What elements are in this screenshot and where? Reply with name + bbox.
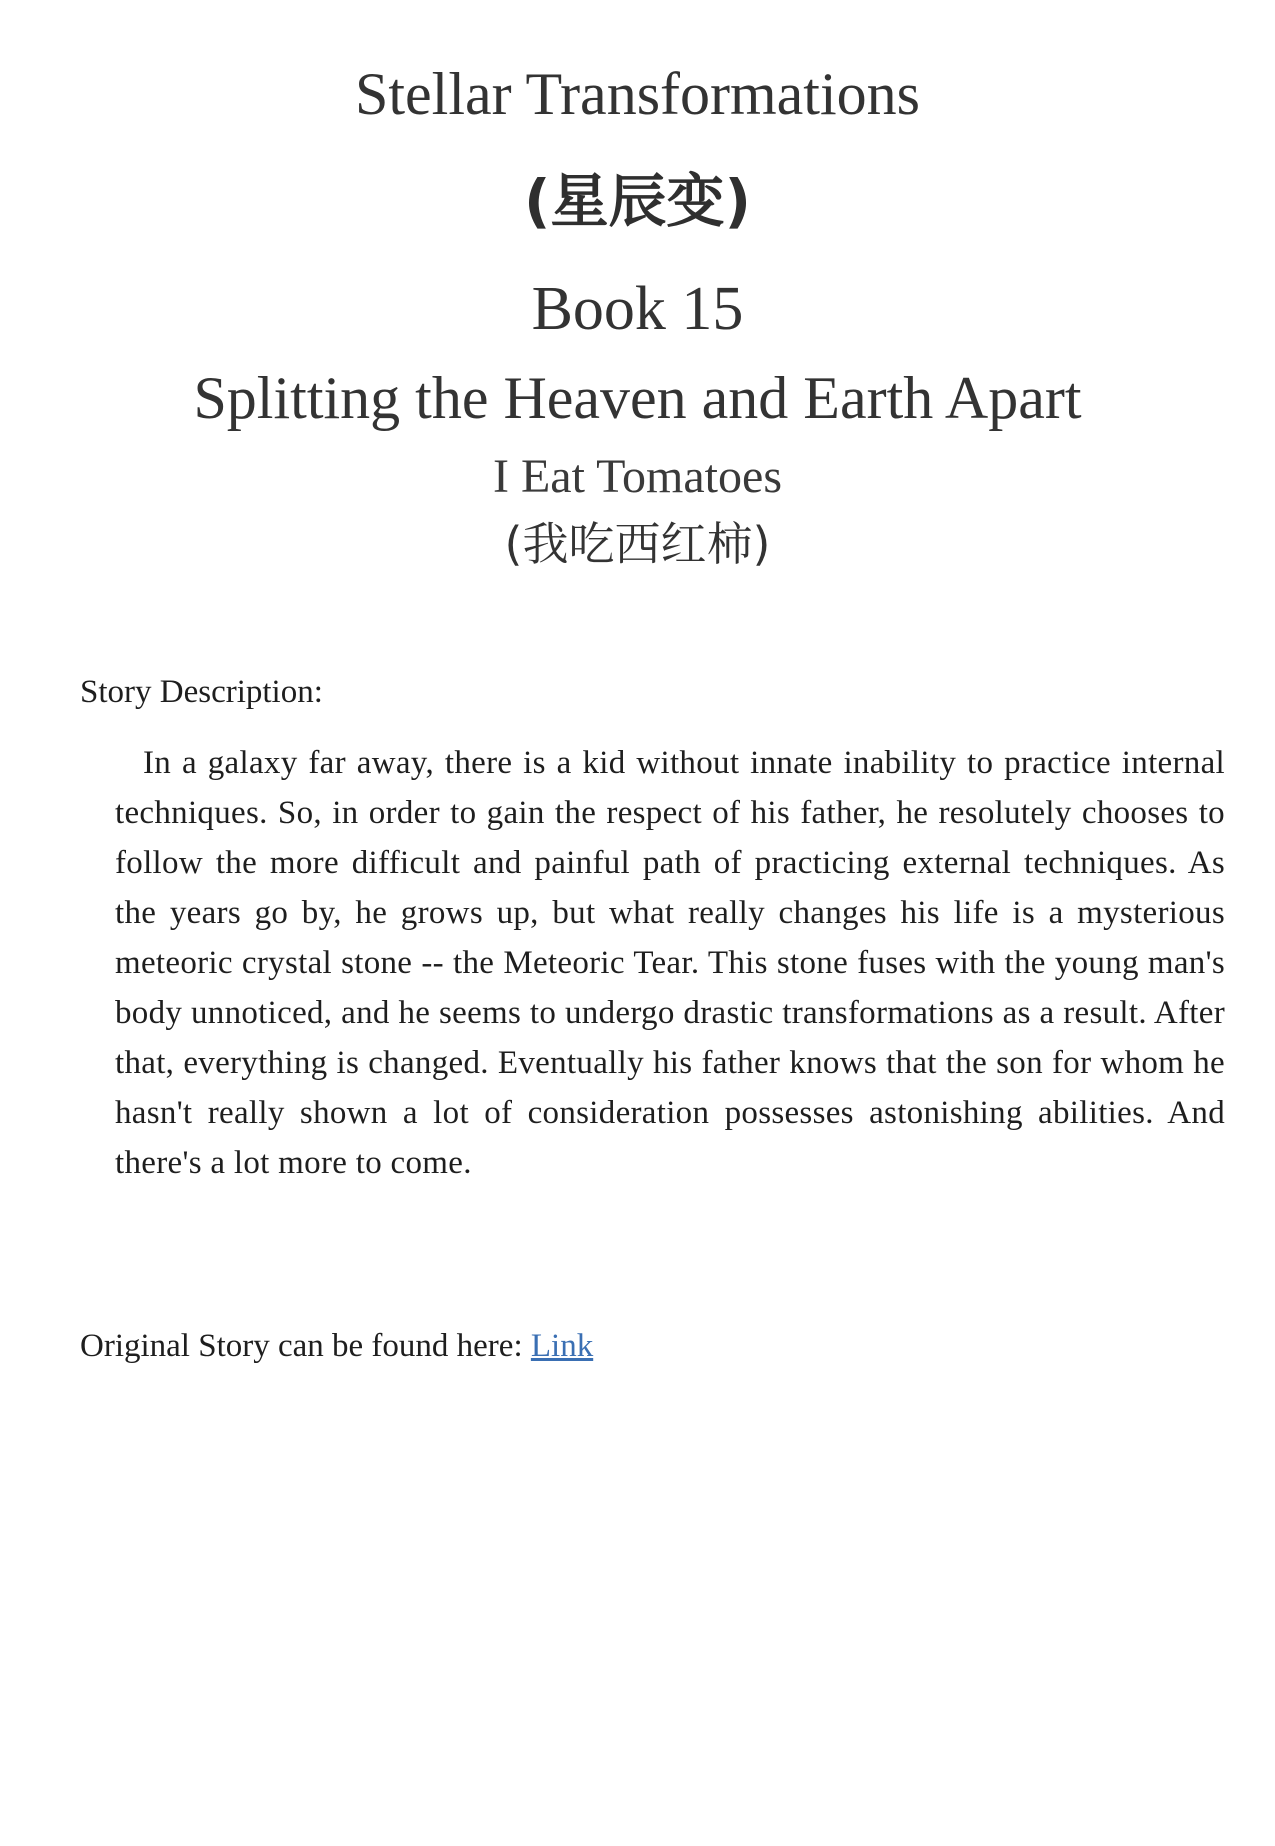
author-name: I Eat Tomatoes (492, 450, 782, 503)
story-description-text: In a galaxy far away, there is a kid without innate inability to practice internal techniques. So, in order to gain the respect of his father, he resolutely chooses to follow the more difficult and painful path of practicing external techniques. As the years go by, he grows up, but what really changes his life is a mysterious meteoric crystal stone -- the Meteoric Tear. This stone fuses with the young man's body unnoticed, and he seems to undergo drastic transformations as a result. After that, everything is changed. Eventually his father knows that the son for whom he hasn't really shown a lot of consideration possesses astonishing abilities. And there's a lot more to come. (115, 745, 1225, 1181)
book-title: Splitting the Heaven and Earth Apart (193, 365, 1082, 431)
series-title: Stellar Transformations (355, 61, 920, 127)
story-description-label: Story Description: (80, 674, 323, 710)
original-story-label: Original Story can be found here: (80, 1328, 523, 1364)
original-story-link[interactable]: Link (530, 1328, 594, 1364)
book-number: Book 15 (531, 275, 744, 343)
original-story-line (80, 1326, 593, 1366)
series-title-chinese: (星辰变) (523, 167, 752, 235)
author-name-chinese: (我吃西红柿) (504, 517, 771, 571)
